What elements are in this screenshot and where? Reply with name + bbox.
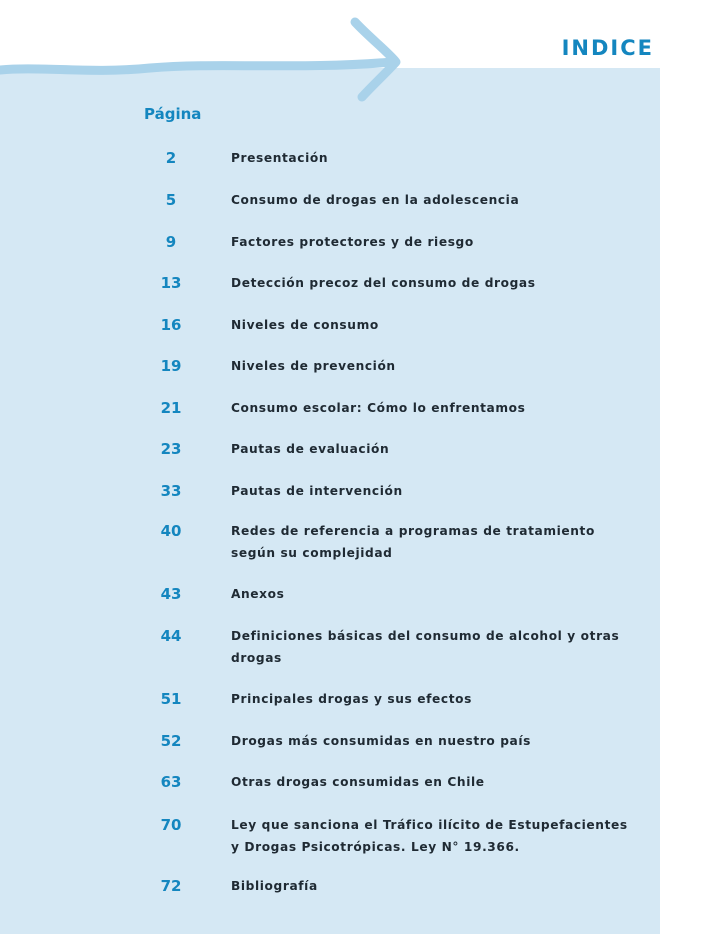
page-column-label: Página — [144, 105, 202, 123]
arrow-decoration — [0, 0, 430, 110]
toc-page-number: 51 — [160, 690, 182, 708]
toc-entry-title: Principales drogas y sus efectos — [231, 692, 472, 706]
toc-page-number: 33 — [160, 482, 182, 500]
toc-entry-title: Ley que sanciona el Tráfico ilícito de Estupefacientes y Drogas Psicotrópicas. Ley N° 19.366. — [231, 818, 628, 854]
toc-page-number: 44 — [160, 627, 182, 645]
toc-page-number: 40 — [160, 522, 182, 540]
toc-page-number: 9 — [165, 233, 177, 251]
toc-entry-title: Presentación — [231, 151, 329, 165]
toc-entry-title: Redes de referencia a programas de tratamiento según su complejidad — [231, 524, 595, 560]
toc-page-number: 2 — [165, 149, 177, 167]
toc-page-number: 21 — [160, 399, 182, 417]
toc-entry-title: Bibliografía — [231, 879, 318, 893]
toc-page-number: 23 — [160, 440, 182, 458]
toc-page-number: 16 — [160, 316, 182, 334]
toc-page-number: 43 — [160, 585, 182, 603]
toc-entry-title: Definiciones básicas del consumo de alcohol y otras drogas — [231, 629, 620, 665]
toc-entry-title: Detección precoz del consumo de drogas — [231, 276, 536, 290]
toc-page-number: 70 — [160, 816, 182, 834]
toc-page-number: 13 — [160, 274, 182, 292]
toc-page-number: 5 — [165, 191, 177, 209]
toc-entry-title: Consumo escolar: Cómo lo enfrentamos — [231, 401, 526, 415]
toc-entry-title: Pautas de evaluación — [231, 442, 390, 456]
toc-page-number: 19 — [160, 357, 182, 375]
toc-page-number: 52 — [160, 732, 182, 750]
toc-entry-title: Factores protectores y de riesgo — [231, 235, 474, 249]
toc-entry-title: Anexos — [231, 587, 285, 601]
toc-entry-title: Otras drogas consumidas en Chile — [231, 775, 485, 789]
toc-entry-title: Niveles de prevención — [231, 359, 396, 373]
toc-page-number: 63 — [160, 773, 182, 791]
toc-page-number: 72 — [160, 877, 182, 895]
toc-entry-title: Pautas de intervención — [231, 484, 403, 498]
toc-entry-title: Niveles de consumo — [231, 318, 379, 332]
arrow-shaft — [0, 62, 392, 70]
page-title: INDICE — [561, 36, 654, 60]
toc-entry-title: Consumo de drogas en la adolescencia — [231, 193, 520, 207]
toc-entry-title: Drogas más consumidas en nuestro país — [231, 734, 531, 748]
